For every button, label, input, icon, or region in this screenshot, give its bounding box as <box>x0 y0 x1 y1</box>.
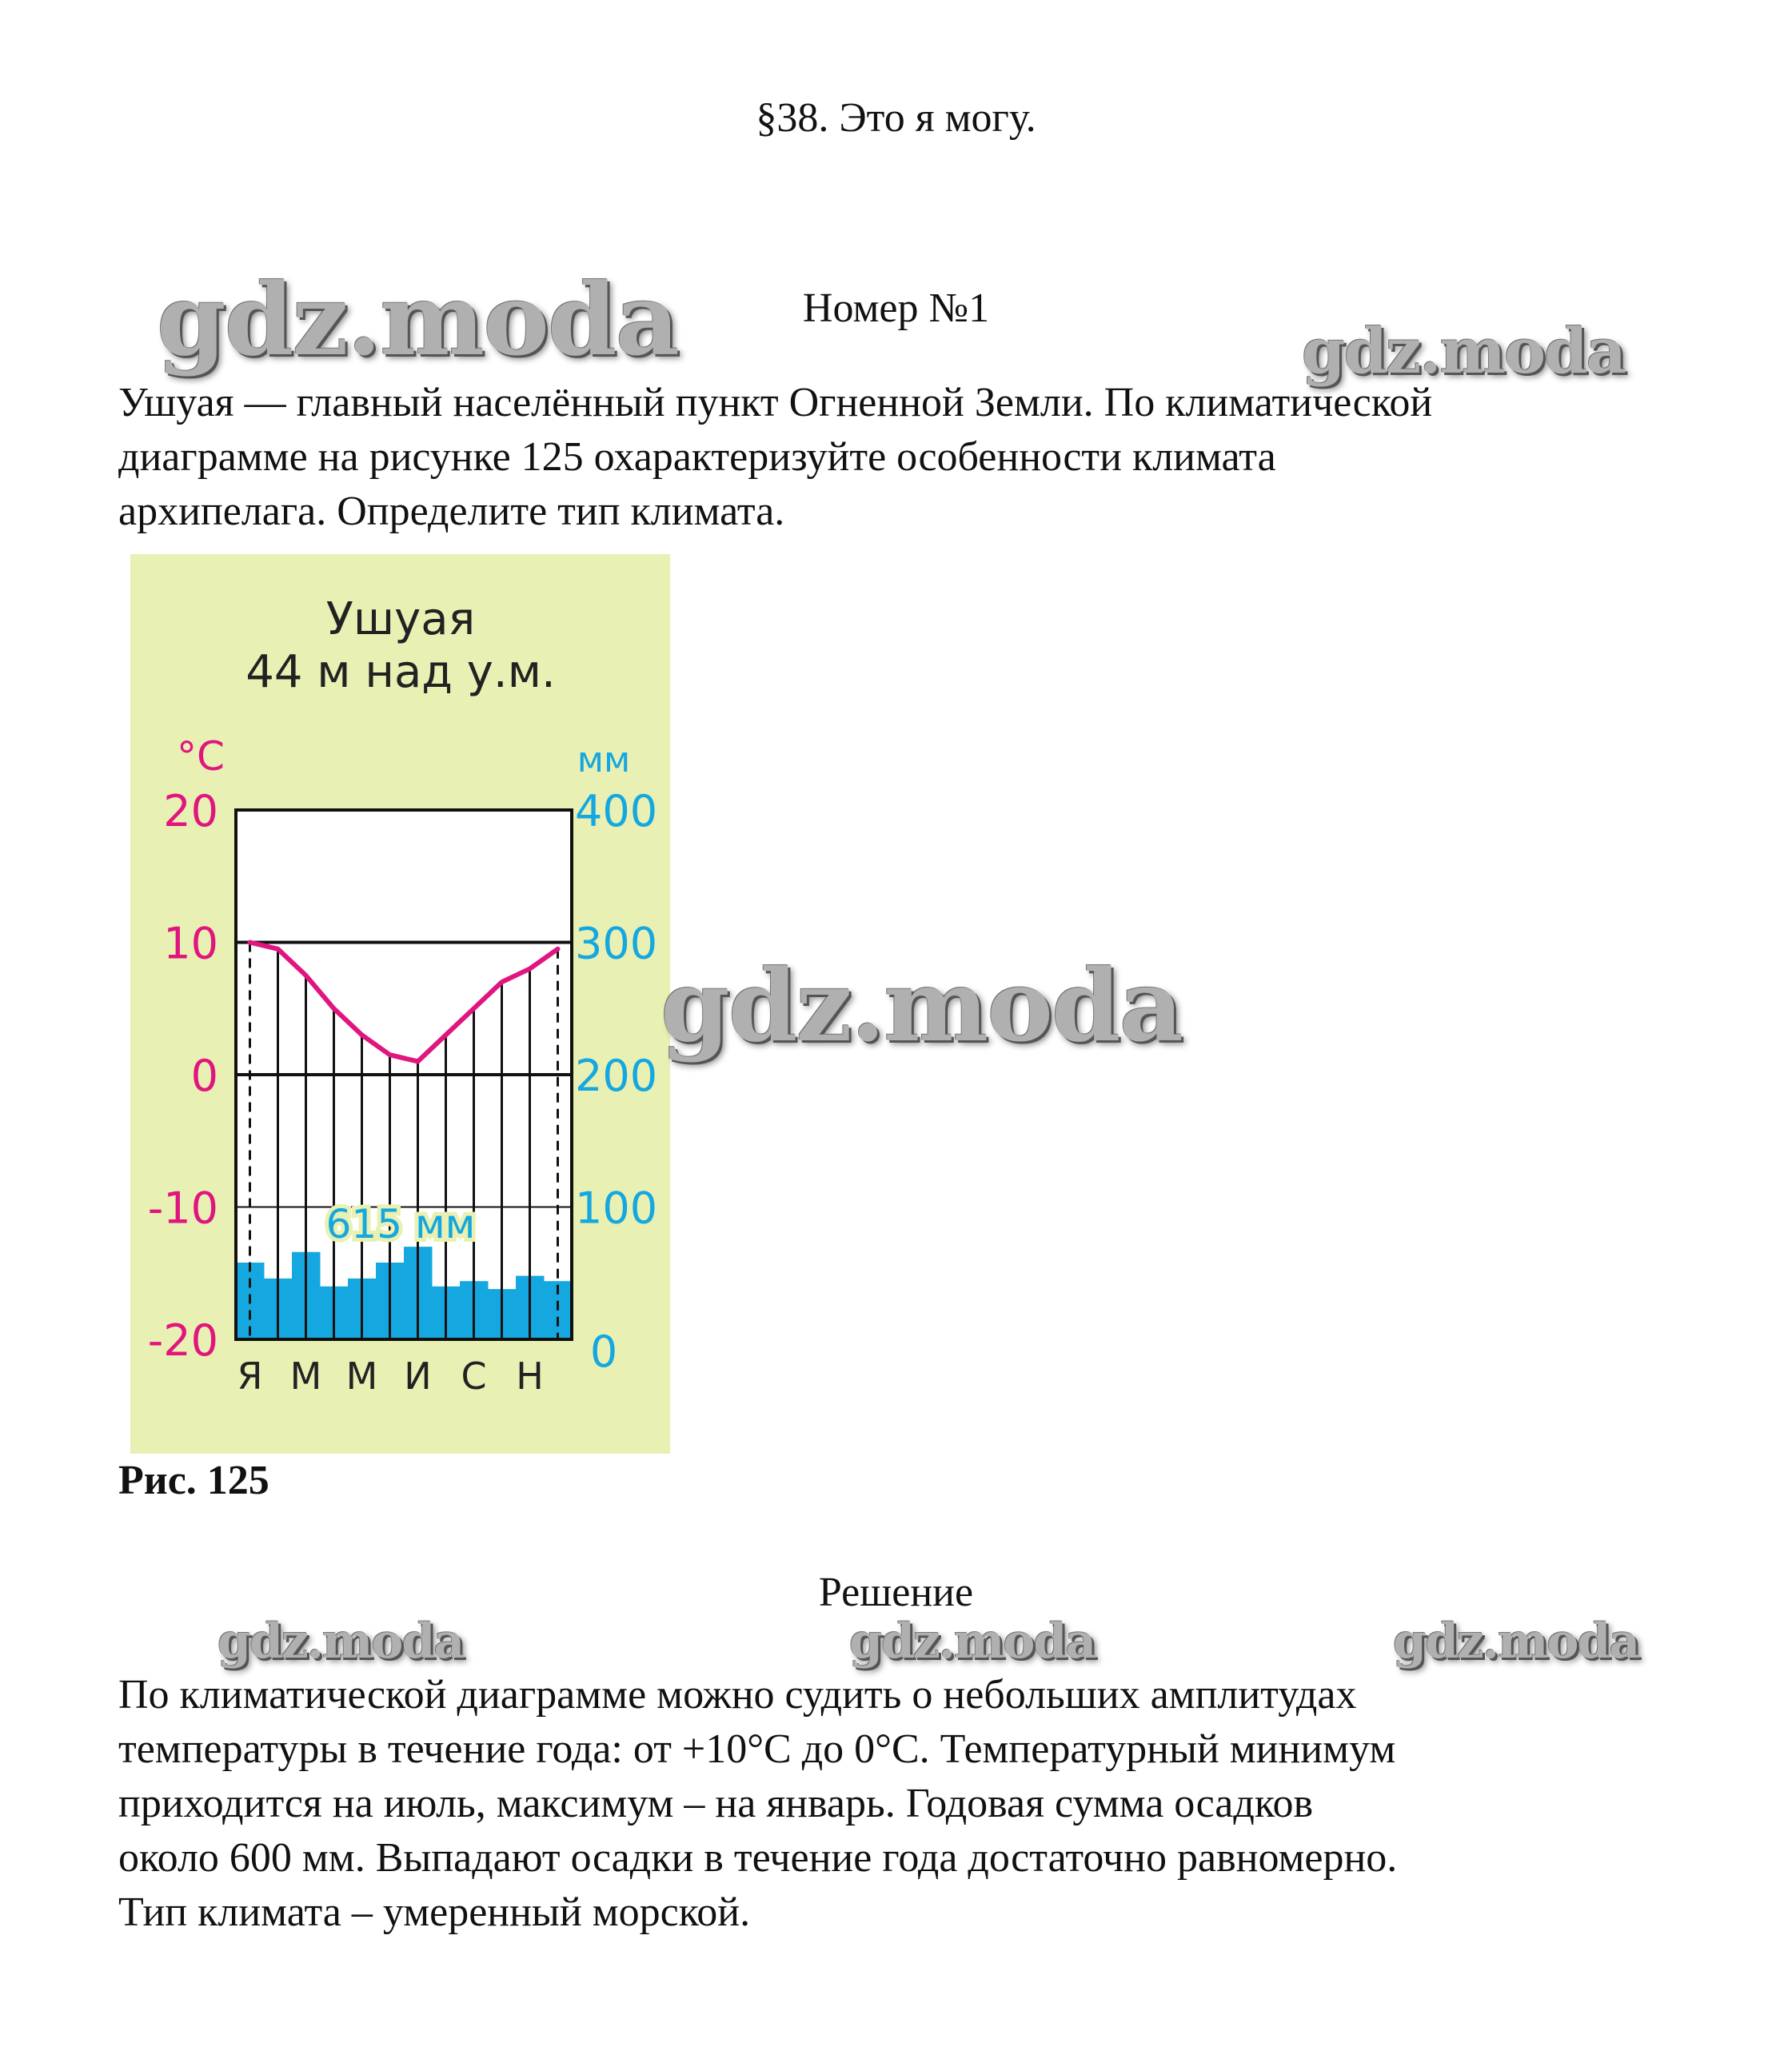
section-title: §38. Это я могу. <box>756 95 1036 141</box>
chart-title: Ушуая <box>325 593 476 645</box>
figure-caption: Рис. 125 <box>118 1458 269 1503</box>
precip-tick-label: 100 <box>575 1183 658 1234</box>
watermark: gdz.moda <box>849 1614 1096 1670</box>
month-label: М <box>345 1355 378 1398</box>
precip-tick-label: 400 <box>575 786 658 836</box>
watermark: gdz.moda <box>157 262 678 378</box>
temp-tick-label: -20 <box>147 1315 218 1366</box>
precip-tick-label: 300 <box>575 918 658 969</box>
solution-line: температуры в течение года: от +10°С до 0°С. Температурный минимум <box>118 1726 1396 1772</box>
precip-tick-label: 200 <box>575 1051 658 1101</box>
climate-diagram <box>130 554 670 1454</box>
month-label: И <box>404 1355 432 1398</box>
watermark: gdz.moda <box>661 948 1182 1064</box>
task-line: архипелага. Определите тип климата. <box>118 489 785 534</box>
solution-text <box>118 1668 1686 1940</box>
precip-unit-label: мм <box>577 740 631 780</box>
chart-subtitle: 44 м над у.м. <box>245 646 556 698</box>
solution-line: По климатической диаграмме можно судить о небольших амплитудах <box>118 1672 1357 1718</box>
solution-title: Решение <box>818 1570 974 1615</box>
precip-tick-label: 0 <box>589 1327 618 1377</box>
watermark: gdz.moda <box>1393 1614 1639 1670</box>
solution-line: приходится на июль, максимум – на январь. Годовая сумма осадков <box>118 1781 1314 1826</box>
task-line: Ушуая — главный населённый пункт Огненной Земли. По климатической <box>118 380 1433 425</box>
month-label: Я <box>237 1355 263 1398</box>
temp-tick-label: -10 <box>147 1183 218 1234</box>
solution-line: около 600 мм. Выпадают осадки в течение года достаточно равномерно. <box>118 1835 1398 1881</box>
month-label: С <box>461 1355 487 1398</box>
temp-tick-label: 10 <box>163 918 218 969</box>
watermark: gdz.moda <box>218 1614 464 1670</box>
watermark: gdz.moda <box>1302 315 1626 388</box>
temp-tick-label: 0 <box>190 1051 218 1101</box>
task-text <box>118 376 1686 539</box>
temp-tick-label: 20 <box>163 786 218 836</box>
annual-total-label: 615 мм <box>325 1201 476 1247</box>
month-label: Н <box>516 1355 544 1398</box>
temp-unit-label: °C <box>177 733 225 780</box>
task-number: Номер №1 <box>802 285 990 331</box>
task-line: диаграмме на рисунке 125 охарактеризуйте особенности климата <box>118 434 1276 480</box>
solution-line: Тип климата – умеренный морской. <box>118 1889 751 1935</box>
month-label: М <box>289 1355 322 1398</box>
